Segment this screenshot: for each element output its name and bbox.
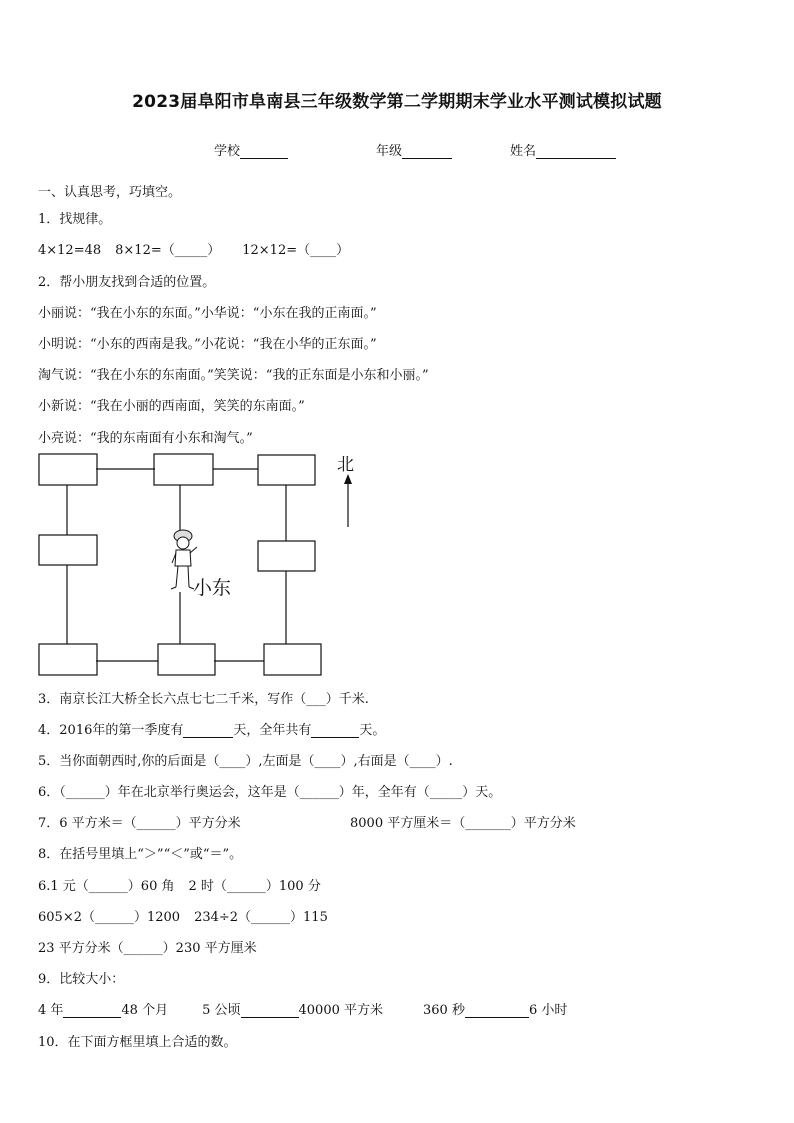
q2-statement: 小丽说：“我在小东的东面。”小华说：“小东在我的正南面。” (38, 306, 377, 321)
q9-blank[interactable] (63, 1003, 121, 1018)
q8-item[interactable]: 6.1 元（______）60 角 (38, 879, 175, 894)
q8-row-1 (38, 875, 321, 894)
answer-box[interactable] (154, 454, 213, 485)
q6: 6．（______）年在北京举行奥运会，这年是（______）年，全年有（_____）天。 (38, 785, 502, 800)
q9-row (38, 999, 567, 1018)
q1-eq1: 4×12=48 (38, 243, 102, 258)
q9-blank[interactable] (465, 1003, 529, 1018)
q1-eq2[interactable]: 8×12=（_____） (115, 243, 221, 258)
q8-item[interactable]: 2 时（______）100 分 (188, 879, 321, 894)
q2-statement: 小亮说：“我的东南面有小东和淘气。” (38, 431, 253, 446)
section-heading: 一、认真思考，巧填空。 (38, 185, 182, 200)
q7-part-a: 7．6 平方米＝（______）平方分米 (38, 816, 241, 831)
q4-text-c: 天。 (359, 723, 386, 738)
q4 (38, 719, 385, 738)
q2-statement: 淘气说：“我在小东的东南面。”笑笑说：“我的正东面是小东和小丽。” (38, 368, 429, 383)
q2-statement: 小新说：“我在小丽的西南面，笑笑的东南面。” (38, 399, 305, 414)
q4-blank-1[interactable] (183, 723, 233, 738)
q9-left: 360 秒 (423, 1003, 465, 1018)
q9-blank[interactable] (241, 1003, 299, 1018)
north-arrow-head (344, 474, 352, 484)
answer-box[interactable] (258, 541, 315, 571)
q4-text-b: 天，全年共有 (233, 723, 312, 738)
answer-box[interactable] (258, 455, 315, 485)
person-label: 小东 (193, 577, 232, 599)
answer-box[interactable] (264, 644, 321, 675)
q1-label: 1．找规律。 (38, 212, 112, 227)
name-label: 姓名 (510, 144, 537, 159)
q7-part-b: 8000 平方厘米＝（_______）平方分米 (350, 816, 576, 831)
q8-item[interactable]: 234÷2（______）115 (194, 910, 328, 925)
answer-box[interactable] (39, 454, 97, 485)
q2-statement: 小明说：“小东的西南是我。”小花说：“我在小华的正东面。” (38, 337, 377, 352)
q4-blank-2[interactable] (311, 723, 359, 738)
q8-row-3[interactable]: 23 平方分米（______）230 平方厘米 (38, 941, 257, 956)
q8-label: 8．在括号里填上“＞”“＜”或“＝”。 (38, 847, 243, 862)
grade-label: 年级 (376, 144, 403, 159)
north-label: 北 (337, 455, 354, 475)
q9-right: 48 个月 (121, 1003, 169, 1018)
answer-box[interactable] (158, 644, 215, 675)
q9-label: 9．比较大小： (38, 972, 125, 987)
q9-right: 40000 平方米 (298, 1003, 383, 1018)
q9-right: 6 小时 (528, 1003, 568, 1018)
q10: 10．在下面方框里填上合适的数。 (38, 1035, 237, 1050)
q3: 3．南京长江大桥全长六点七七二千米，写作（___）千米. (38, 692, 369, 707)
q4-text-a: 4．2016年的第一季度有 (38, 723, 184, 738)
document-title: 2023届阜阳市阜南县三年级数学第二学期期末学业水平测试模拟试题 (132, 92, 662, 112)
answer-box[interactable] (39, 535, 97, 565)
q2-label: 2．帮小朋友找到合适的位置。 (38, 275, 216, 290)
q1-eq3[interactable]: 12×12=（____） (242, 243, 350, 258)
q9-left: 4 年 (38, 1003, 64, 1018)
answer-box[interactable] (39, 644, 97, 675)
q9-left: 5 公顷 (202, 1003, 241, 1018)
q5: 5．当你面朝西时,你的后面是（____）,左面是（____）,右面是（____）. (38, 754, 453, 769)
q8-item[interactable]: 605×2（______）1200 (38, 910, 181, 925)
q8-row-2 (38, 906, 328, 925)
school-label: 学校 (214, 144, 241, 159)
